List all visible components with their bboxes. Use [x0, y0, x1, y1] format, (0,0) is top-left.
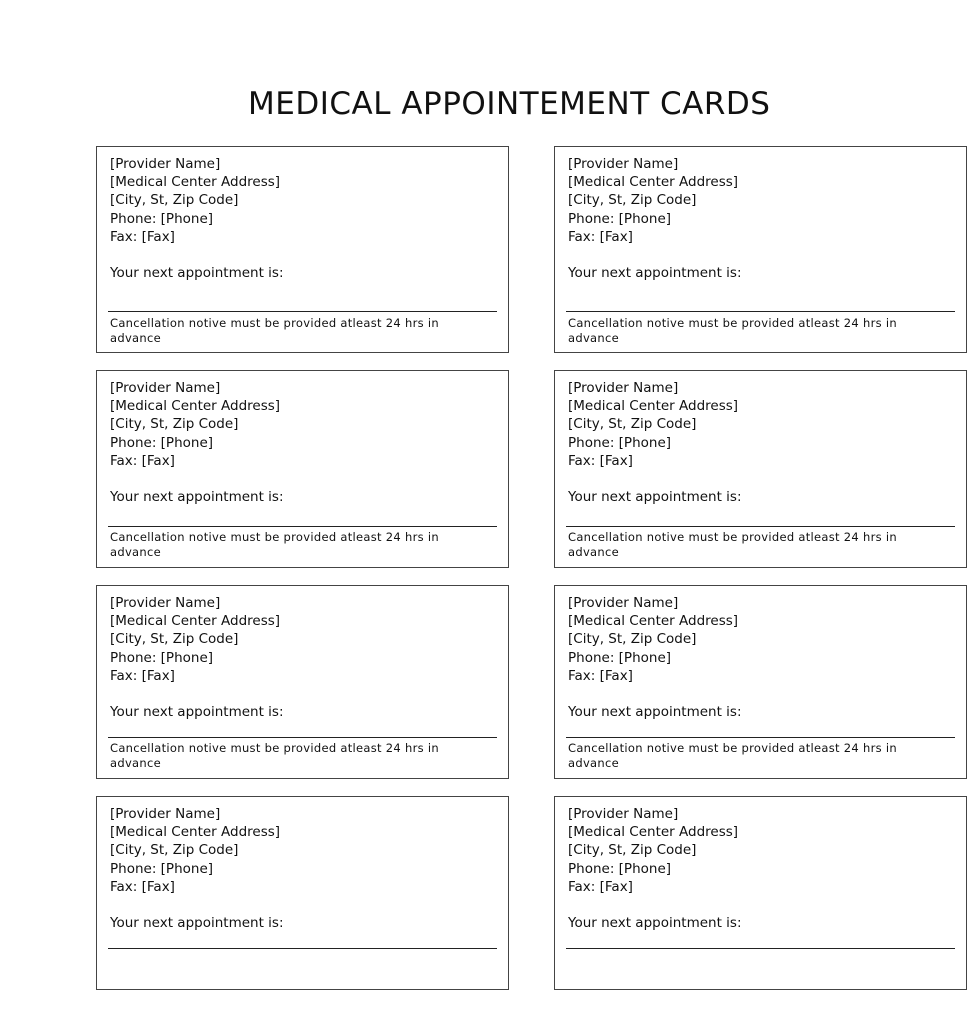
appointment-date-line[interactable]	[566, 311, 955, 312]
appointment-card	[554, 796, 967, 990]
appointment-card	[554, 370, 967, 568]
city-state-zip: [City, St, Zip Code]	[568, 192, 697, 209]
appointment-card	[96, 585, 509, 779]
cancellation-notice: Cancellation notive must be provided atleast 24 hrs in advance	[110, 316, 439, 345]
appointment-card	[554, 585, 967, 779]
next-appointment-label: Your next appointment is:	[110, 265, 284, 282]
fax-line: Fax: [Fax]	[110, 878, 175, 895]
city-state-zip: [City, St, Zip Code]	[110, 416, 239, 433]
center-address: [Medical Center Address]	[110, 174, 281, 191]
appointment-date-line[interactable]	[566, 948, 955, 949]
phone-line: Phone: [Phone]	[568, 434, 672, 451]
appointment-card	[96, 796, 509, 990]
next-appointment-label: Your next appointment is:	[568, 489, 742, 506]
appointment-card	[554, 146, 967, 353]
city-state-zip: [City, St, Zip Code]	[110, 631, 239, 648]
center-address: [Medical Center Address]	[568, 613, 739, 630]
phone-line: Phone: [Phone]	[110, 860, 214, 877]
fax-line: Fax: [Fax]	[568, 667, 633, 684]
phone-line: Phone: [Phone]	[110, 210, 214, 227]
center-address: [Medical Center Address]	[110, 398, 281, 415]
cancellation-notice: Cancellation notive must be provided atleast 24 hrs in advance	[110, 741, 439, 770]
cancellation-notice: Cancellation notive must be provided atleast 24 hrs in advance	[110, 530, 439, 559]
next-appointment-label: Your next appointment is:	[110, 489, 284, 506]
center-address: [Medical Center Address]	[568, 174, 739, 191]
center-address: [Medical Center Address]	[568, 824, 739, 841]
fax-line: Fax: [Fax]	[568, 228, 633, 245]
phone-line: Phone: [Phone]	[110, 434, 214, 451]
center-address: [Medical Center Address]	[110, 824, 281, 841]
appointment-date-line[interactable]	[108, 948, 497, 949]
fax-line: Fax: [Fax]	[110, 228, 175, 245]
page-title: MEDICAL APPOINTEMENT CARDS	[248, 86, 771, 122]
appointment-date-line[interactable]	[566, 526, 955, 527]
phone-line: Phone: [Phone]	[110, 649, 214, 666]
provider-name: [Provider Name]	[568, 595, 679, 611]
appointment-date-line[interactable]	[566, 737, 955, 738]
phone-line: Phone: [Phone]	[568, 649, 672, 666]
provider-name: [Provider Name]	[110, 806, 221, 822]
cancellation-notice: Cancellation notive must be provided atleast 24 hrs in advance	[568, 741, 897, 770]
appointment-card	[96, 370, 509, 568]
center-address: [Medical Center Address]	[568, 398, 739, 415]
appointment-date-line[interactable]	[108, 737, 497, 738]
fax-line: Fax: [Fax]	[568, 878, 633, 895]
provider-name: [Provider Name]	[568, 156, 679, 172]
city-state-zip: [City, St, Zip Code]	[568, 416, 697, 433]
cancellation-notice: Cancellation notive must be provided atleast 24 hrs in advance	[568, 530, 897, 559]
next-appointment-label: Your next appointment is:	[110, 915, 284, 932]
next-appointment-label: Your next appointment is:	[568, 915, 742, 932]
next-appointment-label: Your next appointment is:	[568, 704, 742, 721]
provider-name: [Provider Name]	[110, 595, 221, 611]
city-state-zip: [City, St, Zip Code]	[110, 192, 239, 209]
phone-line: Phone: [Phone]	[568, 210, 672, 227]
cancellation-notice: Cancellation notive must be provided atleast 24 hrs in advance	[568, 316, 897, 345]
appointment-card	[96, 146, 509, 353]
provider-name: [Provider Name]	[568, 380, 679, 396]
city-state-zip: [City, St, Zip Code]	[110, 842, 239, 859]
fax-line: Fax: [Fax]	[568, 452, 633, 469]
fax-line: Fax: [Fax]	[110, 452, 175, 469]
provider-name: [Provider Name]	[110, 380, 221, 396]
next-appointment-label: Your next appointment is:	[110, 704, 284, 721]
next-appointment-label: Your next appointment is:	[568, 265, 742, 282]
fax-line: Fax: [Fax]	[110, 667, 175, 684]
appointment-date-line[interactable]	[108, 311, 497, 312]
provider-name: [Provider Name]	[110, 156, 221, 172]
city-state-zip: [City, St, Zip Code]	[568, 842, 697, 859]
center-address: [Medical Center Address]	[110, 613, 281, 630]
provider-name: [Provider Name]	[568, 806, 679, 822]
appointment-date-line[interactable]	[108, 526, 497, 527]
city-state-zip: [City, St, Zip Code]	[568, 631, 697, 648]
phone-line: Phone: [Phone]	[568, 860, 672, 877]
